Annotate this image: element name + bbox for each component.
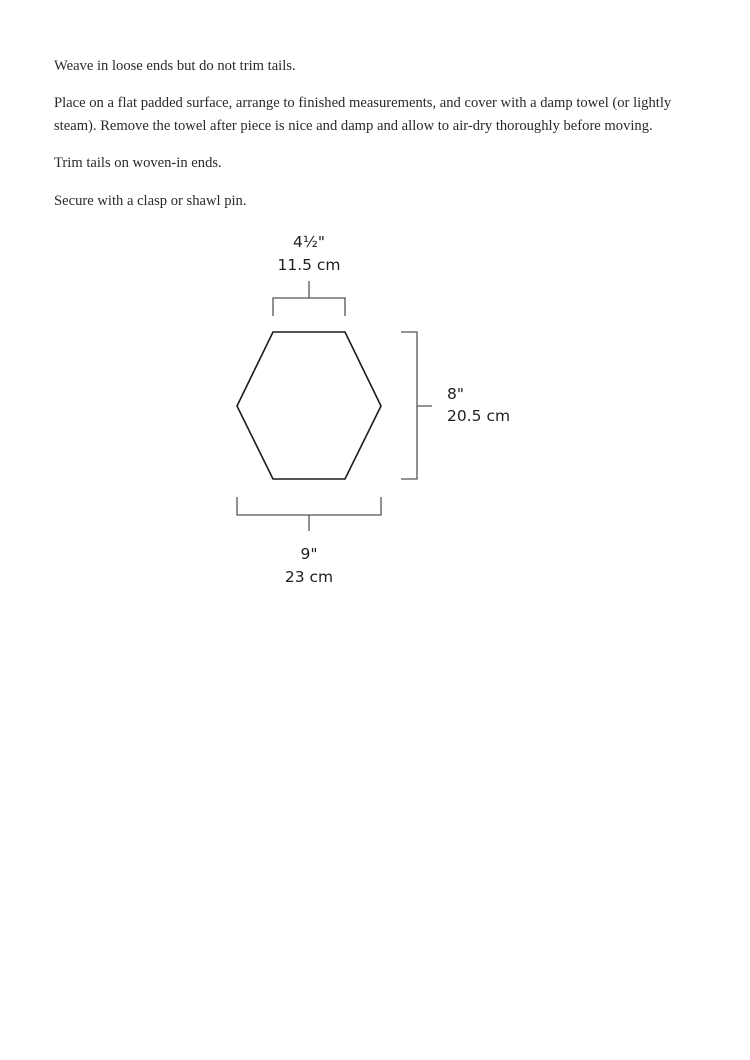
height-imperial-label: 8" <box>447 385 464 403</box>
instruction-weave-ends: Weave in loose ends but do not trim tails. <box>54 58 296 74</box>
height-bracket <box>401 332 432 479</box>
top-width-imperial-label: 4½" <box>292 233 326 251</box>
height-metric-label: 20.5 cm <box>447 407 511 425</box>
bottom-width-imperial-label: 9" <box>300 545 318 563</box>
instruction-secure-clasp: Secure with a clasp or shawl pin. <box>54 193 247 209</box>
top-width-bracket <box>273 281 345 316</box>
hexagon-outline <box>237 332 381 479</box>
instruction-blocking: Place on a flat padded surface, arrange to finished measurements, and cover with a damp towel (or lightly steam). Remove the towel after piece is nice and damp and allow to air-dry thoroughly before moving. <box>54 95 672 134</box>
instruction-trim-tails: Trim tails on woven-in ends. <box>54 155 222 171</box>
bottom-width-metric-label: 23 cm <box>284 568 334 586</box>
top-width-metric-label: 11.5 cm <box>277 256 341 274</box>
bottom-width-bracket <box>237 497 381 531</box>
